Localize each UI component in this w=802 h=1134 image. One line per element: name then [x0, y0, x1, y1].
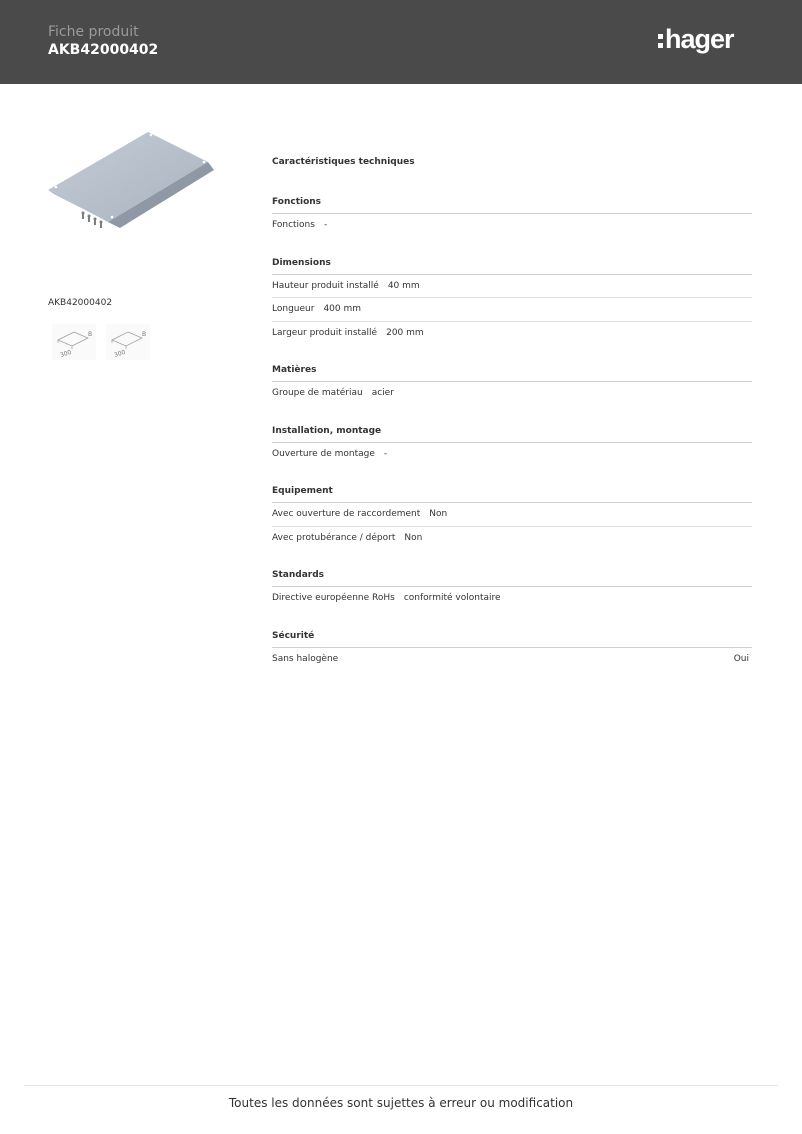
spec-row	[272, 648, 752, 672]
spec-label: Sans halogène	[272, 653, 339, 664]
spec-value: 400 mm	[323, 304, 362, 314]
spec-label: Directive européenne RoHs	[272, 593, 395, 603]
spec-value: Oui	[733, 653, 749, 664]
spec-row	[272, 214, 752, 238]
spec-value: Non	[429, 509, 448, 519]
section-installation	[272, 426, 752, 467]
spec-label: Fonctions	[272, 220, 315, 230]
specs-column	[272, 157, 752, 691]
section-title: Matières	[272, 365, 752, 382]
svg-text:B: B	[142, 331, 147, 338]
spec-value: 40 mm	[387, 280, 420, 291]
spec-row	[272, 298, 752, 322]
section-equipement	[272, 486, 752, 550]
specs-title: Caractéristiques techniques	[272, 157, 415, 167]
section-title: Installation, montage	[272, 426, 752, 443]
section-fonctions	[272, 197, 752, 238]
spec-value: -	[383, 448, 388, 459]
spec-label: Ouverture de montage	[272, 448, 375, 459]
spec-value: 200 mm	[386, 327, 424, 338]
spec-row	[272, 527, 752, 551]
spec-row	[272, 587, 752, 611]
spec-row	[272, 443, 752, 467]
spec-label: Avec protubérance / déport	[272, 532, 396, 543]
footer-divider	[24, 1085, 778, 1086]
dimension-drawing-icon	[52, 324, 96, 360]
spec-label: Hauteur produit installé	[272, 280, 379, 291]
spec-row	[272, 503, 752, 527]
page-header	[0, 0, 802, 84]
document-reference: AKB42000402	[48, 42, 159, 58]
section-title: Fonctions	[272, 197, 752, 214]
section-title: Sécurité	[272, 631, 752, 648]
section-title: Standards	[272, 570, 752, 587]
section-securite	[272, 631, 752, 672]
svg-text:B: B	[88, 331, 93, 338]
product-reference: AKB42000402	[48, 298, 113, 308]
hager-logo	[656, 24, 756, 58]
spec-value: conformité volontaire	[403, 593, 501, 603]
section-standards	[272, 570, 752, 611]
section-matieres	[272, 365, 752, 406]
spec-label: Longueur	[272, 304, 315, 314]
thumb-label: 300	[59, 348, 73, 360]
thumb-label: 300	[113, 348, 127, 360]
spec-label: Groupe de matériau	[272, 388, 363, 398]
spec-row	[272, 275, 752, 299]
spec-row	[272, 322, 752, 346]
spec-row	[272, 382, 752, 406]
section-dimensions	[272, 258, 752, 346]
logo-text: hager	[665, 24, 734, 54]
section-title: Dimensions	[272, 258, 752, 275]
spec-value: -	[323, 220, 328, 230]
spec-value: acier	[371, 388, 394, 398]
footer-disclaimer: Toutes les données sont sujettes à erreur ou modification	[228, 1096, 574, 1110]
spec-label: Largeur produit installé	[272, 327, 378, 338]
cable-trunking-cover-icon	[48, 130, 218, 242]
document-type: Fiche produit	[48, 24, 139, 40]
spec-label: Avec ouverture de raccordement	[272, 509, 421, 519]
spec-value: Non	[404, 532, 423, 543]
section-title: Equipement	[272, 486, 752, 503]
dimension-drawing-icon	[106, 324, 150, 360]
